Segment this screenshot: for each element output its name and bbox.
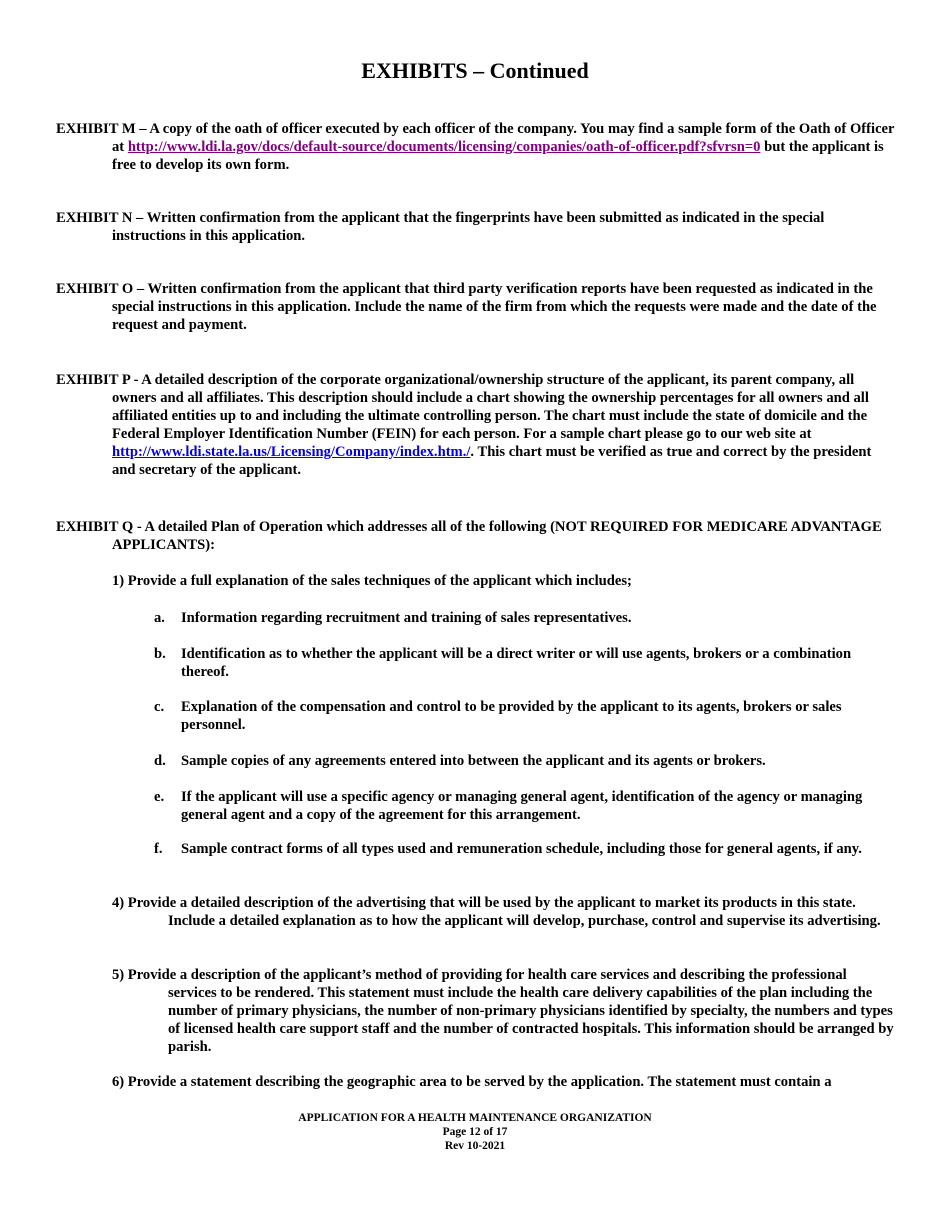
plan-item-5: 5) Provide a description of the applicant’s method of providing for health care services and describing the professional services to be rendered. This statement must include the health care delivery capabilities of the plan including the number of primary physicians, the number of non-primary physicians identified by specialty, the numbers and types of licensed health care support staff and the number of contracted hospitals. This information should be arranged by parish. (112, 967, 894, 1055)
page-title: EXHIBITS – Continued (361, 58, 589, 83)
exhibit-p-text: EXHIBIT P - A detailed description of the corporate organizational/ownership structure of the applicant, its parent company, all owners and all affiliates. This description should include a chart showing the ownership percentages for all owners and all affiliated entities up to and including the ultimate controlling person. The chart must include the state of domicile and the Federal Employer Identification Number (FEIN) for each person. For a sample chart please go to our web site at (56, 372, 869, 442)
list-item-label: b. (154, 646, 166, 662)
list-item (154, 609, 894, 627)
sample-chart-link[interactable]: http://www.ldi.state.la.us/Licensing/Company/index.htm./ (112, 444, 471, 460)
list-item-text: Information regarding recruitment and training of sales representatives. (181, 610, 632, 626)
list-item (154, 645, 894, 681)
exhibit-m (56, 120, 896, 174)
list-item-label: d. (154, 753, 166, 769)
list-item (154, 840, 894, 858)
exhibit-n: EXHIBIT N – Written confirmation from the applicant that the fingerprints have been submitted as indicated in the special instructions in this application. (56, 210, 825, 244)
list-item-label: a. (154, 610, 165, 626)
exhibit-p-text-after: . This chart must be verified as true and correct by the president and secretary of the applicant. (112, 444, 872, 478)
footer-revision: Rev 10-2021 (444, 1140, 506, 1152)
list-item-text: Identification as to whether the applicant will be a direct writer or will use agents, brokers or a combination thereof. (181, 646, 852, 680)
list-item-label: e. (154, 789, 165, 805)
list-item-text: Sample contract forms of all types used and remuneration schedule, including those for general agents, if any. (181, 841, 862, 857)
list-item-text: Sample copies of any agreements entered into between the applicant and its agents or brokers. (181, 753, 766, 769)
exhibit-m-text-after: but the applicant is free to develop its own form. (112, 139, 884, 173)
list-item (154, 788, 894, 824)
list-item-label: f. (154, 841, 163, 857)
exhibit-p (56, 371, 896, 479)
footer-page-number: Page 12 of 17 (442, 1126, 508, 1138)
exhibit-m-text: EXHIBIT M – A copy of the oath of officer executed by each officer of the company. You may find a sample form of the Oath of Officer at (56, 121, 895, 155)
plan-item-4: 4) Provide a detailed description of the advertising that will be used by the applicant to market its products in this state. Include a detailed explanation as to how the applicant will develop, purchase, control and supervise its advertising. (112, 895, 881, 929)
exhibit-o: EXHIBIT O – Written confirmation from the applicant that third party verification reports have been requested as indicated in the special instructions in this application. Include the name of the firm from which the requests were made and the date of the request and payment. (56, 281, 877, 333)
oath-of-officer-link[interactable]: http://www.ldi.la.gov/docs/default-source/documents/licensing/companies/oath-of-officer.pdf?sfvrsn=0 (127, 139, 761, 155)
page-footer (0, 1111, 950, 1153)
exhibit-q: EXHIBIT Q - A detailed Plan of Operation which addresses all of the following (NOT REQUIRED FOR MEDICARE ADVANTAGE APPLICANTS): (56, 519, 882, 553)
footer-form-title: APPLICATION FOR A HEALTH MAINTENANCE ORGANIZATION (298, 1112, 652, 1124)
list-item (154, 752, 894, 770)
list-item-text: If the applicant will use a specific agency or managing general agent, identification of the agency or managing general agent and a copy of the agreement for this arrangement. (181, 789, 863, 823)
plan-item-1: 1) Provide a full explanation of the sales techniques of the applicant which includes; (112, 573, 632, 589)
plan-item-6: 6) Provide a statement describing the geographic area to be served by the application. The statement must contain a (112, 1074, 832, 1090)
list-item-label: c. (154, 699, 165, 715)
list-item-text: Explanation of the compensation and control to be provided by the applicant to its agents, brokers or sales personnel. (181, 699, 842, 733)
list-item (154, 698, 894, 734)
